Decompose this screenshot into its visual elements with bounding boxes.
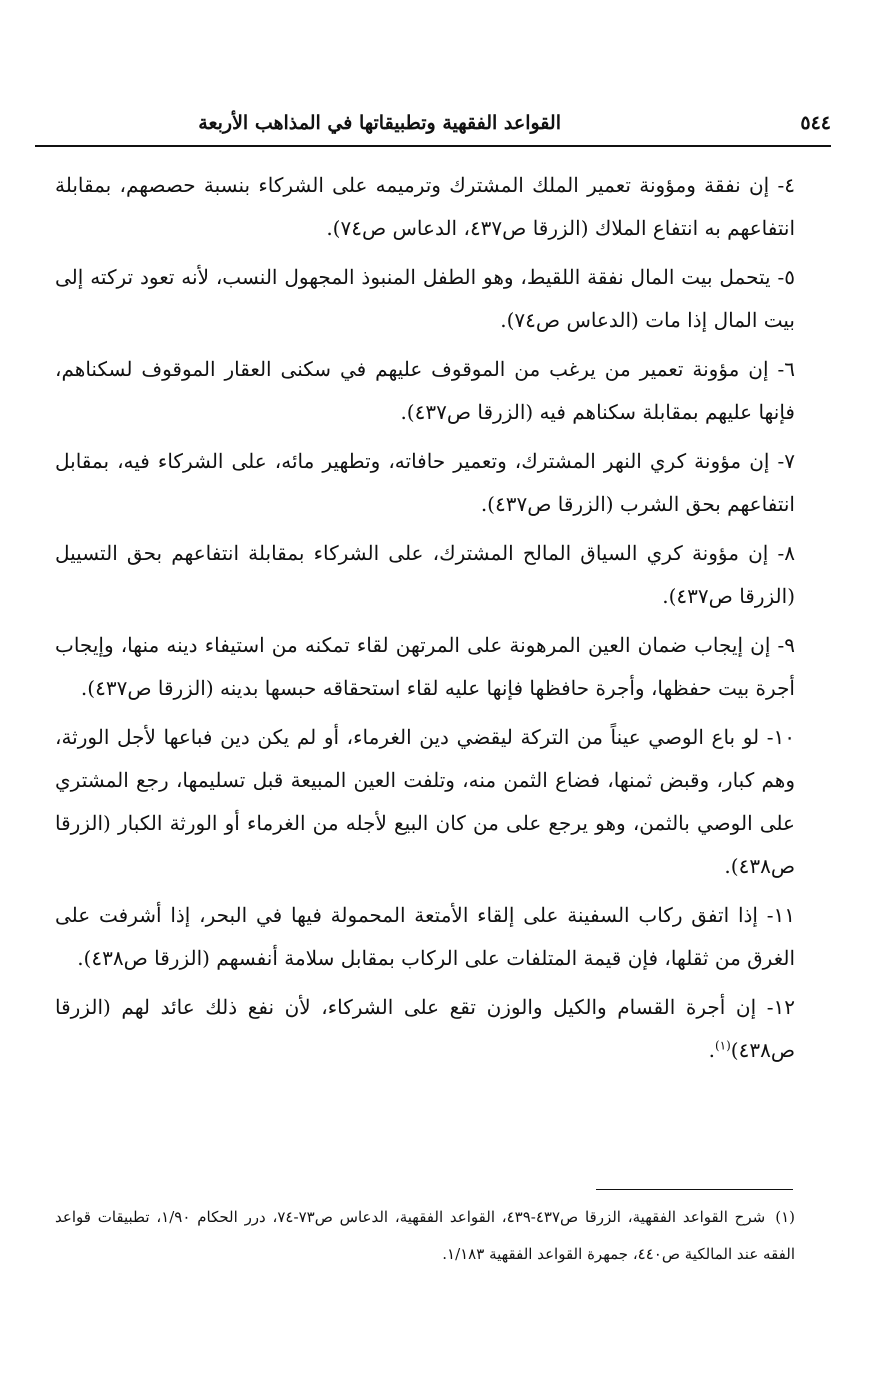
list-item: ٨- إن مؤونة كري السياق المالح المشترك، على الشركاء بمقابلة انتفاعهم بحق التسييل (الزرقا ص٤٣٧). <box>55 541 795 608</box>
page-number: ٥٤٤ <box>800 112 831 134</box>
list-item: ١٠- لو باع الوصي عيناً من التركة ليقضي دين الغرماء، أو لم يكن دين فباعها لأجل الورثة، وهم كبار، وقبض ثمنها، فضاع الثمن منه، وتلفت العين المبيعة قبل تسليمها، رجع المشتري على الوصي بالثمن، وهو يرجع على من كان البيع لأجله من الغرماء أو الورثة الكبار (الزرقا ص٤٣٨). <box>55 725 795 878</box>
footnote <box>55 1199 795 1273</box>
footnote-text: شرح القواعد الفقهية، الزرقا ص٤٣٧-٤٣٩، القواعد الفقهية، الدعاس ص٧٣-٧٤، درر الحكام ١/٩٠، تطبيقات قواعد الفقه عند المالكية ص٤٤٠، جمهرة القواعد الفقهية ١/١٨٣. <box>55 1208 795 1263</box>
footnote-reference[interactable]: (١) <box>714 1038 731 1053</box>
list-item: ٤- إن نفقة ومؤونة تعمير الملك المشترك وترميمه على الشركاء بنسبة حصصهم، بمقابلة انتفاعهم به انتفاع الملاك (الزرقا ص٤٣٧، الدعاس ص٧٤). <box>55 173 795 240</box>
main-text <box>55 164 795 1078</box>
list-item <box>55 986 795 1072</box>
header-divider <box>35 145 831 147</box>
list-item: ٩- إن إيجاب ضمان العين المرهونة على المرتهن لقاء تمكنه من استيفاء دينه منها، وإيجاب أجرة بيت حفظها، وأجرة حافظها فإنها عليه لقاء استحقاقه حبسها بدينه (الزرقا ص٤٣٧). <box>55 633 795 700</box>
list-item: ٦- إن مؤونة تعمير من يرغب من الموقوف عليهم في سكنى العقار الموقوف لسكناهم، فإنها عليهم بمقابلة سكناهم فيه (الزرقا ص٤٣٧). <box>55 357 795 424</box>
running-title: القواعد الفقهية وتطبيقاتها في المذاهب الأربعة <box>198 112 561 134</box>
footnote-number: (١) <box>775 1208 795 1226</box>
list-item: ١١- إذا اتفق ركاب السفينة على إلقاء الأمتعة المحمولة فيها في البحر، إذا أشرفت على الغرق من ثقلها، فإن قيمة المتلفات على الركاب بمقابل سلامة أنفسهم (الزرقا ص٤٣٨). <box>55 903 795 970</box>
list-item-text: ١٢- إن أجرة القسام والكيل والوزن تقع على الشركاء، لأن نفع ذلك عائد لهم (الزرقا ص٤٣٨) <box>55 995 795 1062</box>
sentence-end: . <box>708 1038 715 1062</box>
footnote-divider <box>596 1189 793 1190</box>
list-item: ٥- يتحمل بيت المال نفقة اللقيط، وهو الطفل المنبوذ المجهول النسب، لأنه تعود تركته إلى بيت المال إذا مات (الدعاس ص٧٤). <box>55 265 795 332</box>
list-item: ٧- إن مؤونة كري النهر المشترك، وتعمير حافاته، وتطهير مائه، على الشركاء فيه، بمقابل انتفاعهم بحق الشرب (الزرقا ص٤٣٧). <box>55 449 795 516</box>
page-header <box>35 108 831 144</box>
